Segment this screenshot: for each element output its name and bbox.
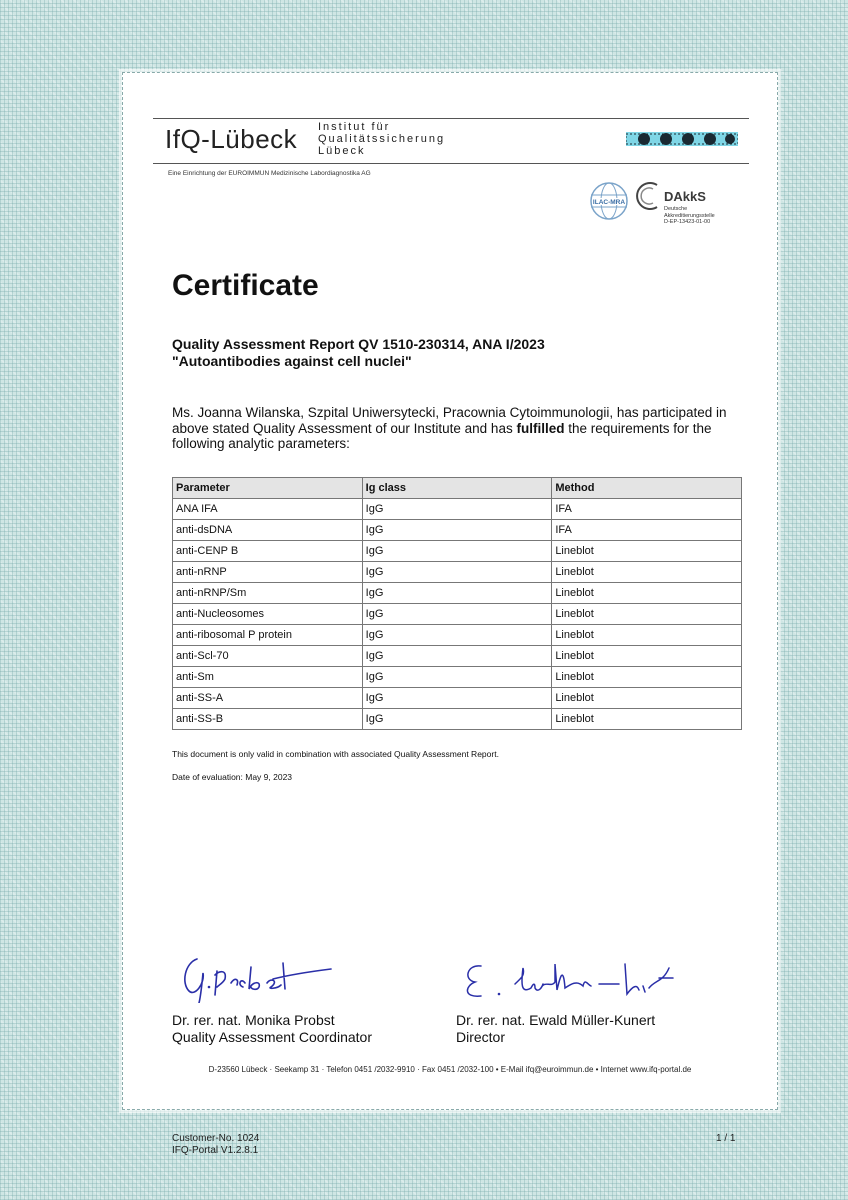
page-number: 1 / 1 — [716, 1133, 736, 1144]
table-row — [173, 688, 742, 709]
institute-name — [318, 121, 445, 157]
institute-line-3: Lübeck — [318, 145, 366, 157]
cell-parameter: anti-ribosomal P protein — [173, 625, 363, 646]
accreditation-info — [664, 206, 715, 226]
signatory-probst — [172, 1012, 372, 1046]
report-title: Quality Assessment Report QV 1510-230314, ANA I/2023 — [172, 336, 545, 352]
statement-part-2: the requirements for the following analytic parameters: — [172, 420, 712, 451]
table-row — [173, 625, 742, 646]
cell-ig-class: IgG — [362, 709, 552, 730]
ilac-logo-text: ILAC-MRA — [592, 199, 626, 206]
table-header-row — [173, 478, 742, 499]
cell-ig-class: IgG — [362, 541, 552, 562]
table-row — [173, 541, 742, 562]
accreditation-line-2: Akkreditierungsstelle — [664, 212, 715, 219]
signature-probst — [175, 953, 345, 1003]
dakks-wordmark: DAkkS — [664, 188, 706, 204]
cell-ig-class: IgG — [362, 499, 552, 520]
cell-ig-class: IgG — [362, 688, 552, 709]
cell-ig-class: IgG — [362, 625, 552, 646]
cell-method: IFA — [552, 520, 742, 541]
cell-parameter: anti-nRNP — [173, 562, 363, 583]
header-top-rule — [153, 118, 749, 119]
cell-parameter: anti-dsDNA — [173, 520, 363, 541]
cell-method: Lineblot — [552, 604, 742, 625]
parameters-table — [172, 477, 742, 730]
table-row — [173, 604, 742, 625]
certificate-title: Certificate — [172, 269, 319, 302]
table-row — [173, 667, 742, 688]
cell-method: Lineblot — [552, 667, 742, 688]
cell-ig-class: IgG — [362, 667, 552, 688]
cell-method: IFA — [552, 499, 742, 520]
signatory-name: Dr. rer. nat. Ewald Müller-Kunert — [456, 1012, 656, 1028]
table-row — [173, 583, 742, 604]
header-parameter: Parameter — [173, 478, 363, 499]
cell-parameter: anti-Scl-70 — [173, 646, 363, 667]
signature-mueller-kunert — [459, 958, 689, 1003]
cell-ig-class: IgG — [362, 646, 552, 667]
table-row — [173, 646, 742, 667]
institute-line-1: Institut für — [318, 121, 391, 133]
ilac-mra-logo — [589, 181, 629, 221]
signatory-role: Director — [456, 1029, 506, 1045]
cell-ig-class: IgG — [362, 604, 552, 625]
cell-method: Lineblot — [552, 709, 742, 730]
cell-parameter: anti-Nucleosomes — [173, 604, 363, 625]
cell-ig-class: IgG — [362, 583, 552, 604]
certificate-sheet — [122, 72, 778, 1110]
institute-line-2: Qualitätssicherung — [318, 133, 446, 145]
cell-ig-class: IgG — [362, 562, 552, 583]
statement-part-1: Ms. Joanna Wilanska, Szpital Uniwersytecki, Pracownia Cytoimmunologii, has participated in above stated Quality Assessment of our Institute and has — [172, 405, 727, 436]
cell-parameter: anti-SS-A — [173, 688, 363, 709]
table-row — [173, 499, 742, 520]
validity-note: This document is only valid in combination with associated Quality Assessment Report. — [172, 749, 499, 759]
cell-parameter: ANA IFA — [173, 499, 363, 520]
address-footer: D-23560 Lübeck · Seekamp 31 · Telefon 0451 /2032-9910 · Fax 0451 /2032-100 • E-Mail ifq@euroimmun.de • Internet www.ifq-portal.de — [208, 1065, 692, 1074]
cell-method: Lineblot — [552, 625, 742, 646]
portal-version: IFQ-Portal V1.2.8.1 — [172, 1145, 259, 1156]
cell-method: Lineblot — [552, 583, 742, 604]
header-method: Method — [552, 478, 742, 499]
cell-parameter: anti-CENP B — [173, 541, 363, 562]
brand-name: IfQ-Lübeck — [165, 124, 298, 154]
institute-bar-logo — [626, 129, 738, 149]
cell-parameter: anti-nRNP/Sm — [173, 583, 363, 604]
cell-method: Lineblot — [552, 646, 742, 667]
cell-parameter: anti-Sm — [173, 667, 363, 688]
table-row — [173, 562, 742, 583]
signatory-name: Dr. rer. nat. Monika Probst — [172, 1012, 335, 1028]
accreditation-line-3: D-EP-13423-01-00 — [664, 219, 711, 225]
customer-number: Customer-No. 1024 — [172, 1133, 260, 1144]
accreditation-line-1: Deutsche — [664, 206, 688, 212]
dakks-emblem-icon — [635, 181, 661, 211]
cell-method: Lineblot — [552, 541, 742, 562]
signatory-role: Quality Assessment Coordinator — [172, 1029, 372, 1045]
cell-method: Lineblot — [552, 688, 742, 709]
cell-ig-class: IgG — [362, 520, 552, 541]
table-row — [173, 520, 742, 541]
participation-statement — [172, 405, 746, 452]
organisation-subline: Eine Einrichtung der EUROIMMUN Medizinische Labordiagnostika AG — [168, 170, 371, 177]
customer-info — [172, 1133, 259, 1157]
table-row — [173, 709, 742, 730]
evaluation-date: Date of evaluation: May 9, 2023 — [172, 772, 293, 782]
header-ig-class: Ig class — [362, 478, 552, 499]
cell-method: Lineblot — [552, 562, 742, 583]
cell-parameter: anti-SS-B — [173, 709, 363, 730]
signatory-mueller-kunert — [456, 1012, 655, 1046]
header-bottom-rule — [153, 163, 749, 164]
report-subtitle: "Autoantibodies against cell nuclei" — [172, 353, 412, 369]
statement-fulfilled: fulfilled — [516, 420, 565, 436]
